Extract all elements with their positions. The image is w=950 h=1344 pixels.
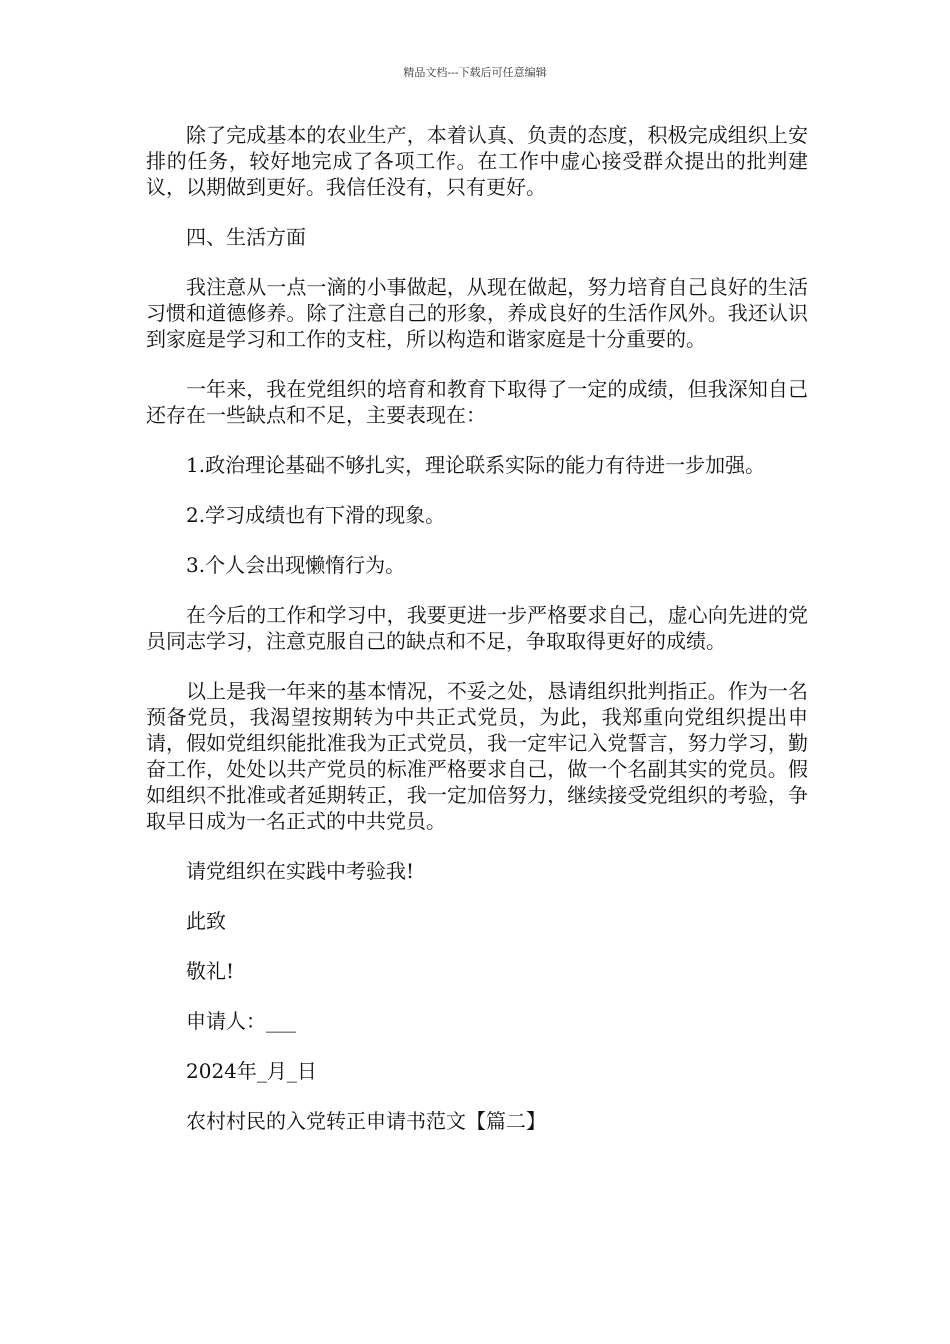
closing-salutation: 此致 xyxy=(186,909,226,933)
date-line: 2024年_月_日 xyxy=(186,1059,317,1083)
list-item-3: 3.个人会出现懒惰行为。 xyxy=(186,553,406,577)
paragraph-application: 以上是我一年来的基本情况，不妥之处，恳请组织批判指正。作为一名预备党员，我渴望按期转为中共正式党员，为此，我郑重向党组织提出申请，假如党组织能批准我为正式党员，我一定牢记入党誓言，努力学习，勤奋工作，处处以共产党员的标准严格要求自己，做一个名副其实的党员。假如组织不批准或者延期转正，我一定加倍努力，继续接受党组织的考验，争取早日成为一名正式的中共党员。 xyxy=(146,679,808,833)
next-section-title: 农村村民的入党转正申请书范文【篇二】 xyxy=(186,1109,546,1133)
closing-regards: 敬礼! xyxy=(186,959,235,983)
section-heading-life: 四、生活方面 xyxy=(186,225,306,249)
list-item-1: 1.政治理论基础不够扎实，理论联系实际的能力有待进一步加强。 xyxy=(186,453,766,477)
page-header: 精品文档---下载后可任意编辑 xyxy=(403,66,547,79)
paragraph-life: 我注意从一点一滴的小事做起，从现在做起，努力培育自己良好的生活习惯和道德修养。除了注意自己的形象，养成良好的生活作风外。我还认识到家庭是学习和工作的支柱，所以构造和谐家庭是十分重要的。 xyxy=(146,275,808,351)
applicant-line: 申请人：___ xyxy=(186,1009,296,1033)
paragraph-work-attitude: 除了完成基本的农业生产，本着认真、负责的态度，积极完成组织上安排的任务，较好地完成了各项工作。在工作中虚心接受群众提出的批判建议，以期做到更好。我信任没有，只有更好。 xyxy=(146,123,808,199)
closing-request: 请党组织在实践中考验我! xyxy=(186,859,415,883)
paragraph-shortcomings-intro: 一年来，我在党组织的培育和教育下取得了一定的成绩，但我深知自己还存在一些缺点和不足，主要表现在： xyxy=(146,377,808,427)
document-body xyxy=(146,122,808,1158)
list-item-2: 2.学习成绩也有下滑的现象。 xyxy=(186,503,446,527)
paragraph-future: 在今后的工作和学习中，我要更进一步严格要求自己，虚心向先进的党员同志学习，注意克服自己的缺点和不足，争取取得更好的成绩。 xyxy=(146,603,808,653)
